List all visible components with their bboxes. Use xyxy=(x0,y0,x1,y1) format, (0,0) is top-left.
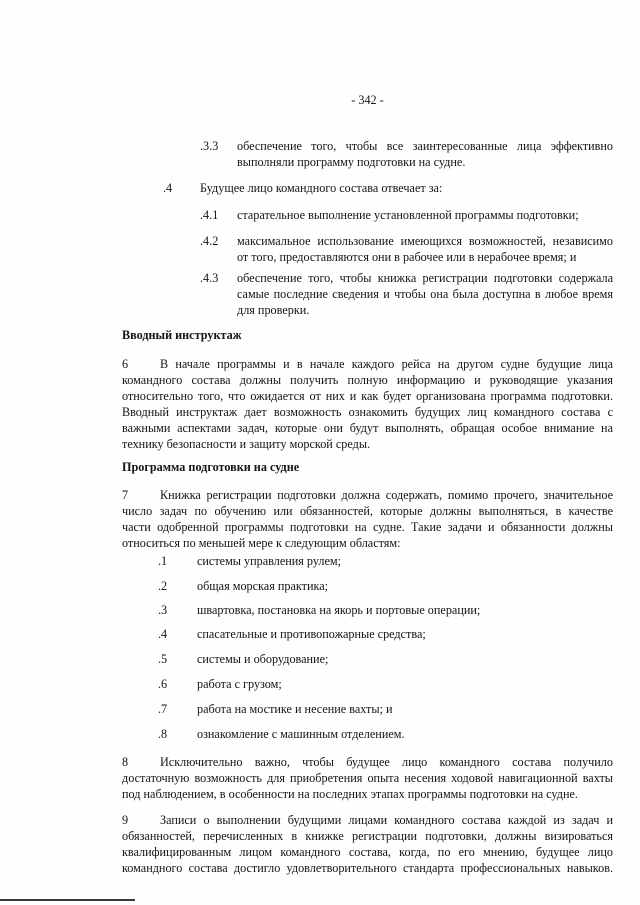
item-text-line: старательное выполнение установленной программы подготовки; xyxy=(237,208,579,222)
paragraph-line: важными аспектами задач, которые они будут выполнять, обращая особое внимание на xyxy=(122,421,613,435)
item-number: .4.1 xyxy=(200,208,219,222)
section-heading-intro: Вводный инструктаж xyxy=(122,328,242,342)
list-item: системы управления рулем; xyxy=(197,554,342,568)
list-item: швартовка, постановка на якорь и портовые операции; xyxy=(197,603,481,617)
item-number: .4 xyxy=(163,181,173,195)
list-item: работа на мостике и несение вахты; и xyxy=(197,702,393,716)
paragraph-line: квалифицированным лицом командного состава, когда, по его мнению, будущее лицо xyxy=(122,845,613,859)
item-text-line: самые последние сведения и чтобы она была доступна в любое время xyxy=(237,287,613,301)
item-text-line: для проверки. xyxy=(237,303,310,317)
paragraph-number: 7 xyxy=(122,488,129,502)
paragraph-line: Вводный инструктаж дает возможность ознакомить будущих лиц командного состава с xyxy=(122,405,613,419)
paragraph-line: части одобренной программы подготовки на судне. Такие задачи и обязанности должны xyxy=(122,520,613,534)
paragraph-line: под наблюдением, в особенности на последних этапах программы подготовки на судне. xyxy=(122,787,578,801)
list-item: общая морская практика; xyxy=(197,579,329,593)
paragraph-line: Записи о выполнении будущими лицами командного состава каждой из задач и xyxy=(160,813,613,827)
list-item-number: .1 xyxy=(158,554,168,568)
list-item-number: .3 xyxy=(158,603,168,617)
paragraph-line: обязанностей, перечисленных в книжке регистрации подготовки, должны визироваться xyxy=(122,829,613,843)
paragraph-number: 9 xyxy=(122,813,129,827)
scan-edge-line xyxy=(0,899,135,901)
item-text-line: обеспечение того, чтобы все заинтересованные лица эффективно xyxy=(237,139,613,153)
list-item: работа с грузом; xyxy=(197,677,282,691)
paragraph-line: относиться по меньшей мере к следующим областям: xyxy=(122,536,401,550)
item-text-line: Будущее лицо командного состава отвечает за: xyxy=(200,181,443,195)
paragraph-line: относительно того, что ожидается от них и как будет организована программа подготовки. xyxy=(122,389,613,403)
paragraph-line: число задач по обучению или обязанностей, которые должны выполняться, в качестве xyxy=(122,504,613,518)
item-number: .4.2 xyxy=(200,234,219,248)
list-item-number: .4 xyxy=(158,627,168,641)
list-item-number: .8 xyxy=(158,727,168,741)
paragraph-line: В начале программы и в начале каждого рейса на другом судне будущие лица xyxy=(160,357,613,371)
list-item-number: .5 xyxy=(158,652,168,666)
paragraph-line: технику безопасности и защиту морской среды. xyxy=(122,437,371,451)
paragraph-line: достаточную возможность для приобретения опыта несения ходовой навигационной вахты xyxy=(122,771,613,785)
item-text-line: от того, предоставляются они в рабочее или в нерабочее время; и xyxy=(237,250,577,264)
paragraph-line: командного состава достигло удовлетворительного стандарта профессиональных навыков. xyxy=(122,861,613,875)
item-text-line: обеспечение того, чтобы книжка регистрации подготовки содержала xyxy=(237,271,613,285)
item-number: .4.3 xyxy=(200,271,219,285)
list-item: системы и оборудование; xyxy=(197,652,329,666)
paragraph-line: командного состава должны получить полную информацию и руководящие указания xyxy=(122,373,613,387)
item-text-line: выполняли программу подготовки на судне. xyxy=(237,155,466,169)
page-number: - 342 - xyxy=(351,93,384,107)
list-item-number: .6 xyxy=(158,677,168,691)
paragraph-line: Исключительно важно, чтобы будущее лицо командного состава получило xyxy=(160,755,613,769)
paragraph-number: 6 xyxy=(122,357,129,371)
section-heading-program: Программа подготовки на судне xyxy=(122,460,300,474)
list-item-number: .7 xyxy=(158,702,168,716)
item-text-line: максимальное использование имеющихся возможностей, независимо xyxy=(237,234,613,248)
item-number: .3.3 xyxy=(200,139,219,153)
paragraph-line: Книжка регистрации подготовки должна содержать, помимо прочего, значительное xyxy=(160,488,613,502)
list-item: спасательные и противопожарные средства; xyxy=(197,627,426,641)
list-item: ознакомление с машинным отделением. xyxy=(197,727,405,741)
paragraph-number: 8 xyxy=(122,755,129,769)
list-item-number: .2 xyxy=(158,579,168,593)
